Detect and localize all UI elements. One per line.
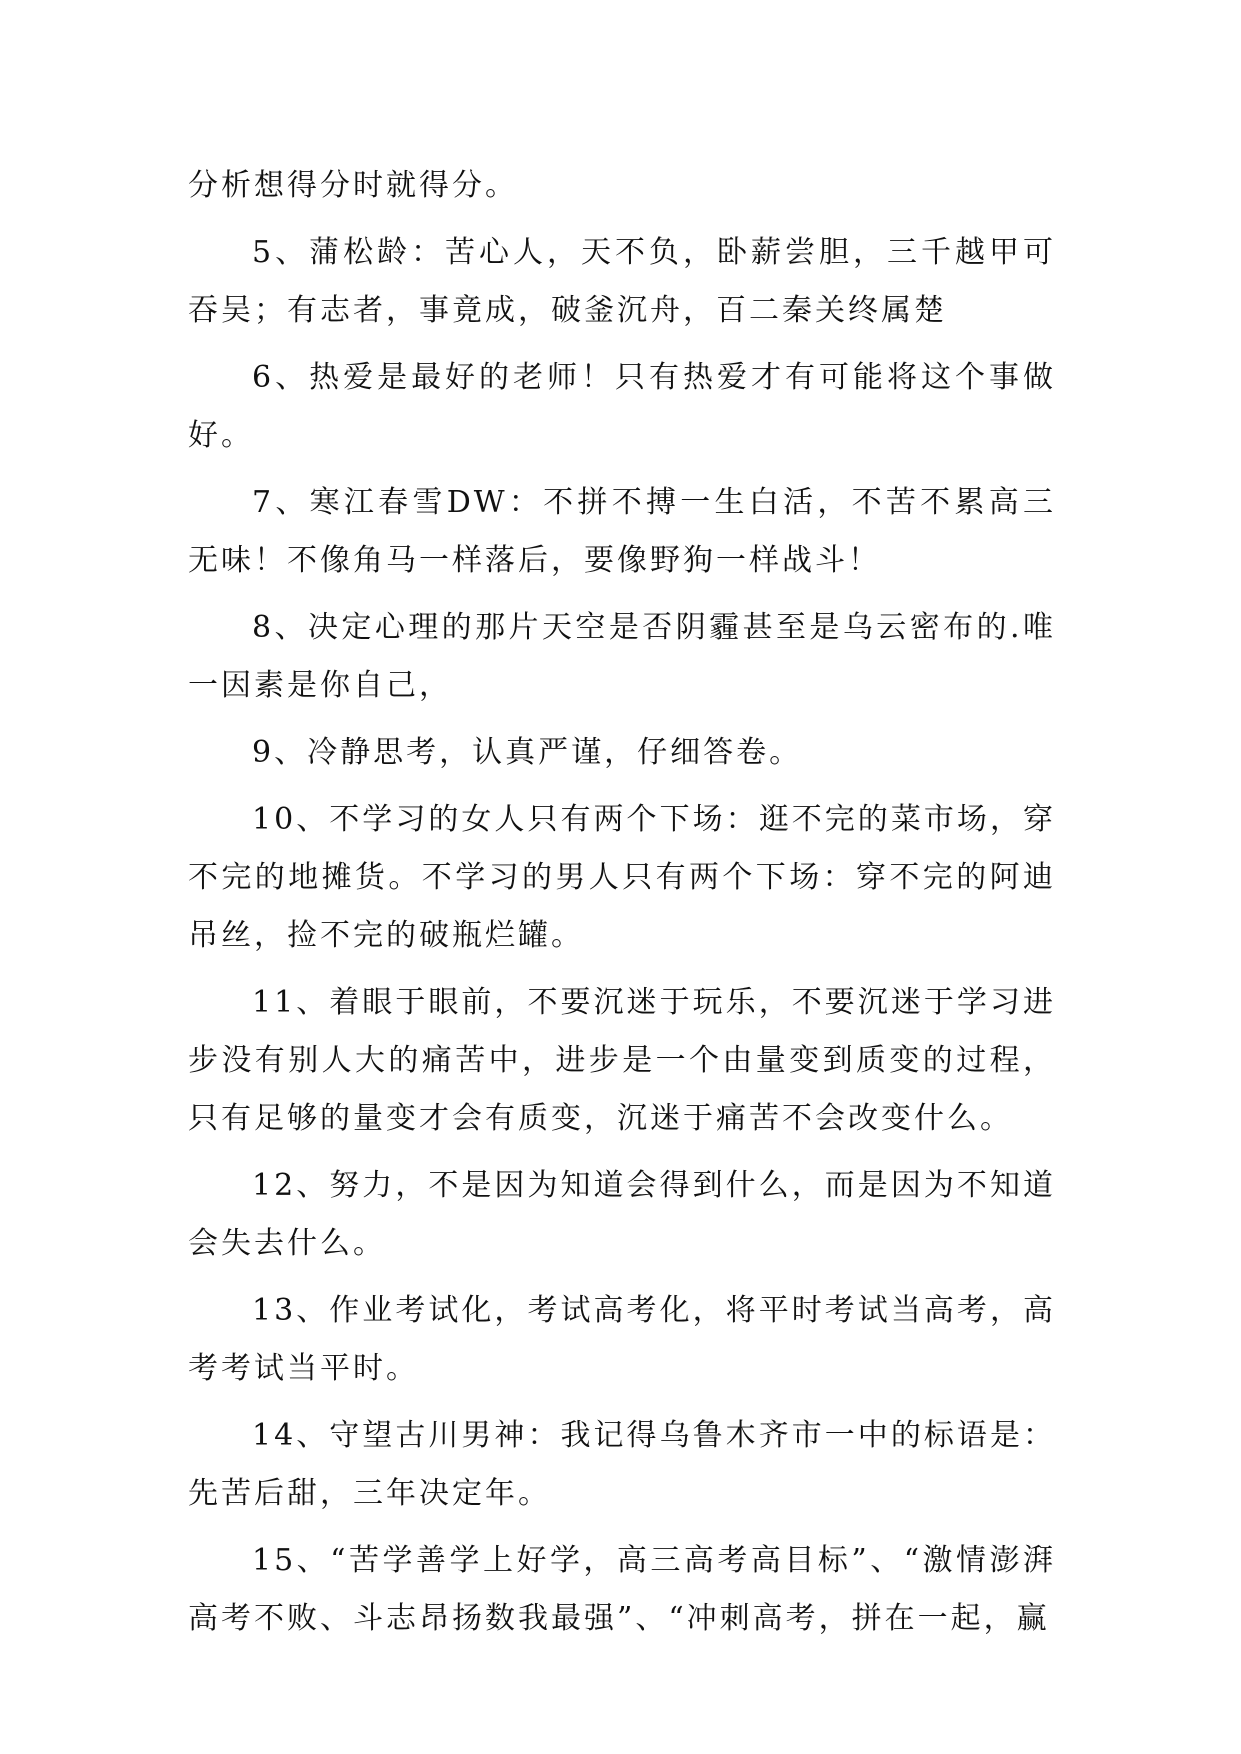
paragraph-item-10: 10、不学习的女人只有两个下场：逛不完的菜市场，穿不完的地摊货。不学习的男人只有两个下场：穿不完的阿迪吊丝，捡不完的破瓶烂罐。 <box>188 802 1056 953</box>
paragraph-item-13: 13、作业考试化，考试高考化，将平时考试当高考，高考考试当平时。 <box>188 1293 1056 1386</box>
paragraph-item-15: 15、“苦学善学上好学，高三高考高目标”、“激情澎湃高考不败、斗志昂扬数我最强”、“冲刺高考，拼在一起，赢 <box>188 1543 1056 1636</box>
document-body <box>188 157 1056 1657</box>
paragraph-item-6: 6、热爱是最好的老师！只有热爱才有可能将这个事做好。 <box>188 360 1056 453</box>
paragraph-item-5: 5、蒲松龄：苦心人，天不负，卧薪尝胆，三千越甲可吞吴；有志者，事竟成，破釜沉舟，百二秦关终属楚 <box>188 235 1056 328</box>
paragraph-item-11: 11、着眼于眼前，不要沉迷于玩乐，不要沉迷于学习进步没有别人大的痛苦中，进步是一个由量变到质变的过程，只有足够的量变才会有质变，沉迷于痛苦不会改变什么。 <box>188 985 1056 1136</box>
paragraph-item-8: 8、决定心理的那片天空是否阴霾甚至是乌云密布的.唯一因素是你自己， <box>188 610 1056 703</box>
paragraph-item-14: 14、守望古川男神：我记得乌鲁木齐市一中的标语是：先苦后甜，三年决定年。 <box>188 1418 1056 1511</box>
paragraph-continuation: 分析想得分时就得分。 <box>188 168 518 203</box>
paragraph-item-9: 9、冷静思考，认真严谨，仔细答卷。 <box>252 735 803 770</box>
paragraph-item-12: 12、努力，不是因为知道会得到什么，而是因为不知道会失去什么。 <box>188 1168 1056 1261</box>
paragraph-item-7: 7、寒江春雪DW：不拼不搏一生白活，不苦不累高三无味！不像角马一样落后，要像野狗一样战斗！ <box>188 485 1056 578</box>
